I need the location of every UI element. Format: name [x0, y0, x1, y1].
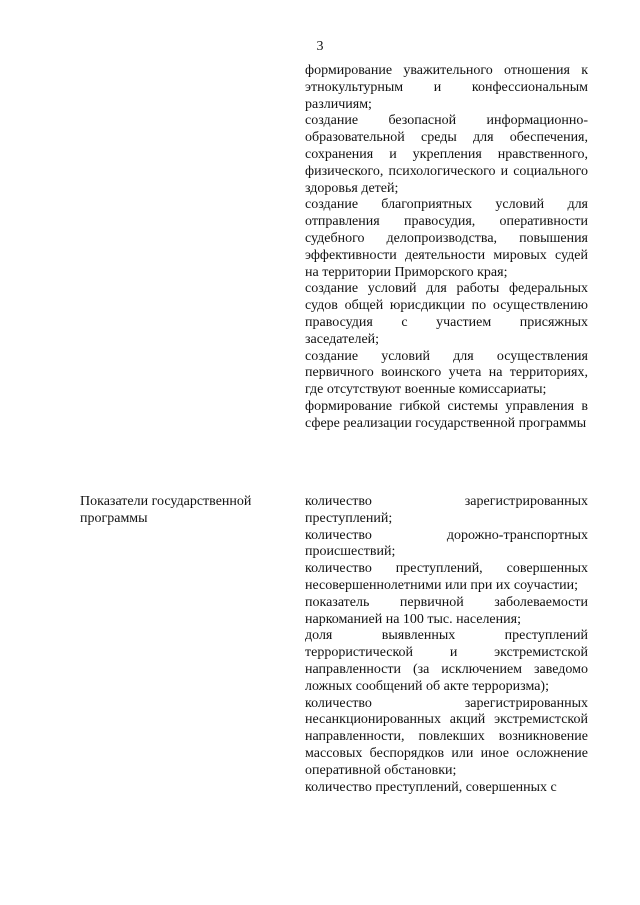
indicator-item: доля выявленных преступлений террористической и экстремистской направленности (за исключением заведомо ложных сообщений об акте терроризма);: [305, 628, 588, 694]
indicators-label: Показатели государственной программы: [80, 494, 252, 526]
page-number: 3: [316, 39, 324, 54]
indicator-item: количество преступлений, совершенных несовершеннолетними или при их соучастии;: [305, 561, 588, 593]
indicators-list: [305, 494, 588, 796]
goal-item: создание благоприятных условий для отправления правосудия, оперативности судебного делопроизводства, повышения эффективности деятельности мировых судей на территории Приморского края;: [305, 197, 588, 280]
indicator-item: количество зарегистрированных преступлений;: [305, 494, 588, 526]
goal-item: создание условий для осуществления первичного воинского учета на территориях, где отсутствуют военные комиссариаты;: [305, 348, 588, 398]
indicator-item: количество зарегистрированных несанкционированных акций экстремистской направленности, повлекших возникновение массовых беспорядков или иное осложнение оперативной обстановки;: [305, 695, 588, 778]
goal-item: создание безопасной информационно-образовательной среды для обеспечения, сохранения и укрепления нравственного, физического, психологического и социального здоровья детей;: [305, 113, 588, 196]
goal-item: создание условий для работы федеральных судов общей юрисдикции по осуществлению правосудия с участием присяжных заседателей;: [305, 281, 588, 347]
goal-item: формирование гибкой системы управления в сфере реализации государственной программы: [305, 398, 588, 431]
indicator-item: показатель первичной заболеваемости наркоманией на 100 тыс. населения;: [305, 594, 588, 627]
indicator-item: количество преступлений, совершенных с: [305, 779, 557, 795]
indicators-label-cell: [80, 494, 280, 528]
goal-item: формирование уважительного отношения к этнокультурным и конфессиональным различиям;: [305, 63, 588, 112]
indicator-item: количество дорожно-транспортных происшествий;: [305, 527, 588, 560]
goals-continued-block: [305, 63, 588, 433]
